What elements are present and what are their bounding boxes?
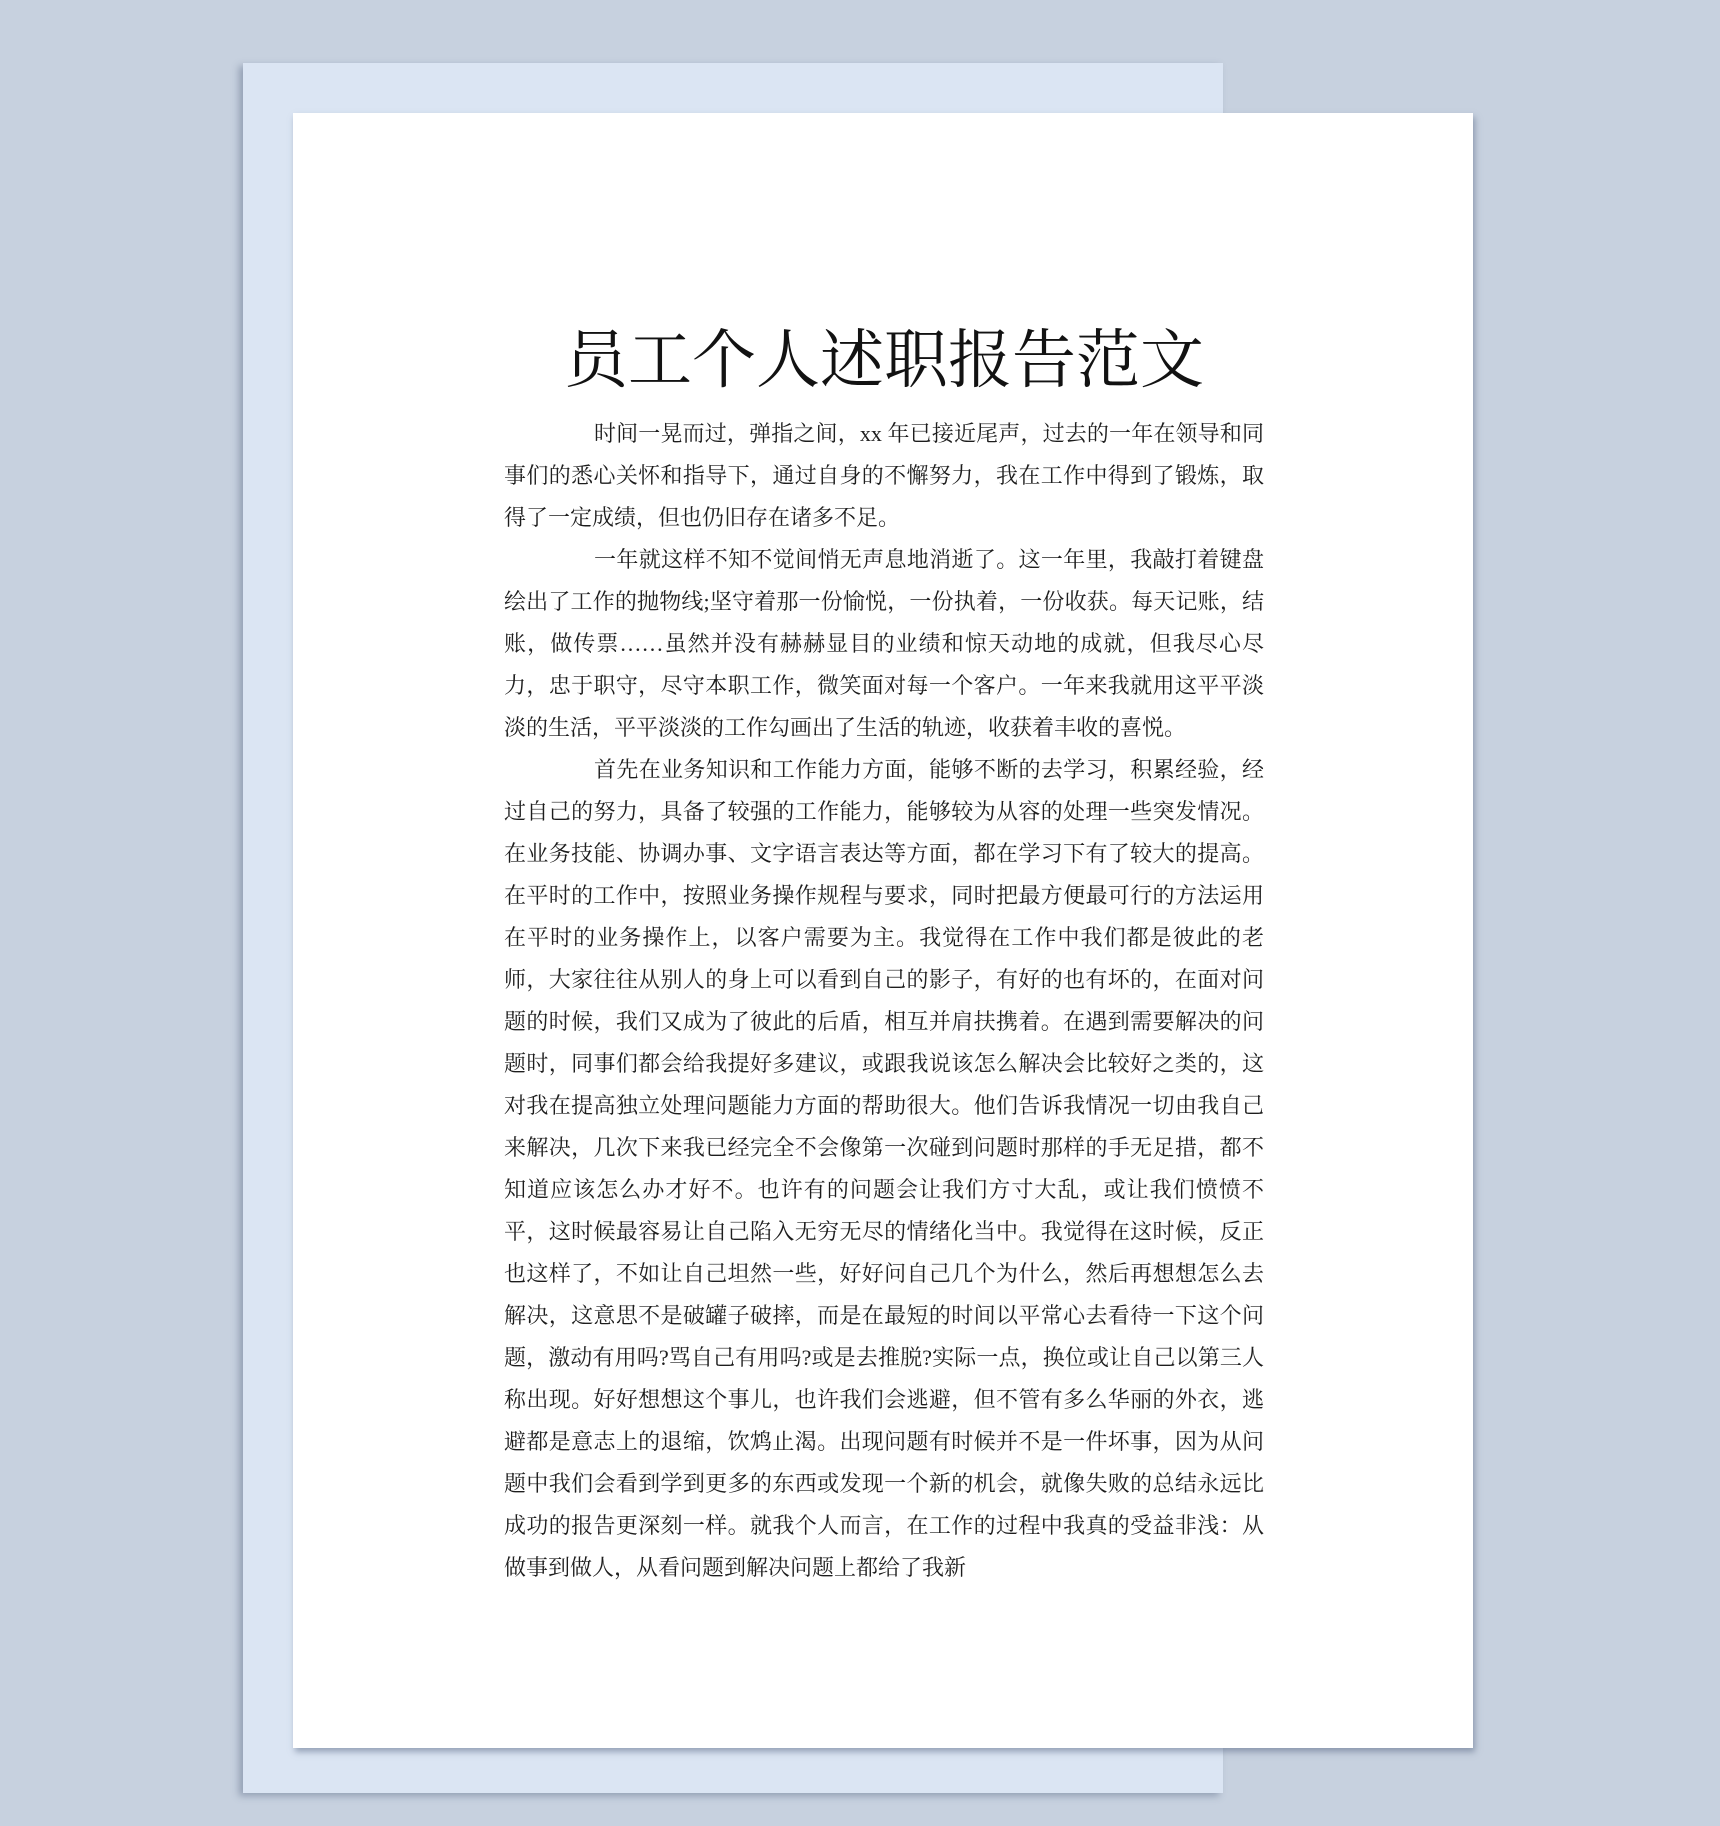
document-page [293,113,1473,1748]
document-body [504,413,1264,1589]
document-title: 员工个人述职报告范文 [564,325,1204,396]
paragraph: 一年就这样不知不觉间悄无声息地消逝了。这一年里，我敲打着键盘绘出了工作的抛物线;坚守着那一份愉悦，一份执着，一份收获。每天记账，结账，做传票……虽然并没有赫赫显目的业绩和惊天动地的成就，但我尽心尽力，忠于职守，尽守本职工作，微笑面对每一个客户。一年来我就用这平平淡淡的生活，平平淡淡的工作勾画出了生活的轨迹，收获着丰收的喜悦。 [504,547,1264,740]
paragraph: 时间一晃而过，弹指之间，xx 年已接近尾声，过去的一年在领导和同事们的悉心关怀和指导下，通过自身的不懈努力，我在工作中得到了锻炼，取得了一定成绩，但也仍旧存在诸多不足。 [504,421,1264,530]
paragraph: 首先在业务知识和工作能力方面，能够不断的去学习，积累经验，经过自己的努力，具备了较强的工作能力，能够较为从容的处理一些突发情况。在业务技能、协调办事、文字语言表达等方面，都在学习下有了较大的提高。在平时的工作中，按照业务操作规程与要求，同时把最方便最可行的方法运用在平时的业务操作上，以客户需要为主。我觉得在工作中我们都是彼此的老师，大家往往从别人的身上可以看到自己的影子，有好的也有坏的，在面对问题的时候，我们又成为了彼此的后盾，相互并肩扶携着。在遇到需要解决的问题时，同事们都会给我提好多建议，或跟我说该怎么解决会比较好之类的，这对我在提高独立处理问题能力方面的帮助很大。他们告诉我情况一切由我自己来解决，几次下来我已经完全不会像第一次碰到问题时那样的手无足措，都不知道应该怎么办才好不。也许有的问题会让我们方寸大乱，或让我们愤愤不平，这时候最容易让自己陷入无穷无尽的情绪化当中。我觉得在这时候，反正也这样了，不如让自己坦然一些，好好问自己几个为什么，然后再想想怎么去解决，这意思不是破罐子破摔，而是在最短的时间以平常心去看待一下这个问题，激动有用吗?骂自己有用吗?或是去推脱?实际一点，换位或让自己以第三人称出现。好好想想这个事儿，也许我们会逃避，但不管有多么华丽的外衣，逃避都是意志上的退缩，饮鸩止渴。出现问题有时候并不是一件坏事，因为从问题中我们会看到学到更多的东西或发现一个新的机会，就像失败的总结永远比成功的报告更深刻一样。就我个人而言，在工作的过程中我真的受益非浅：从做事到做人，从看问题到解决问题上都给了我新 [504,757,1264,1580]
